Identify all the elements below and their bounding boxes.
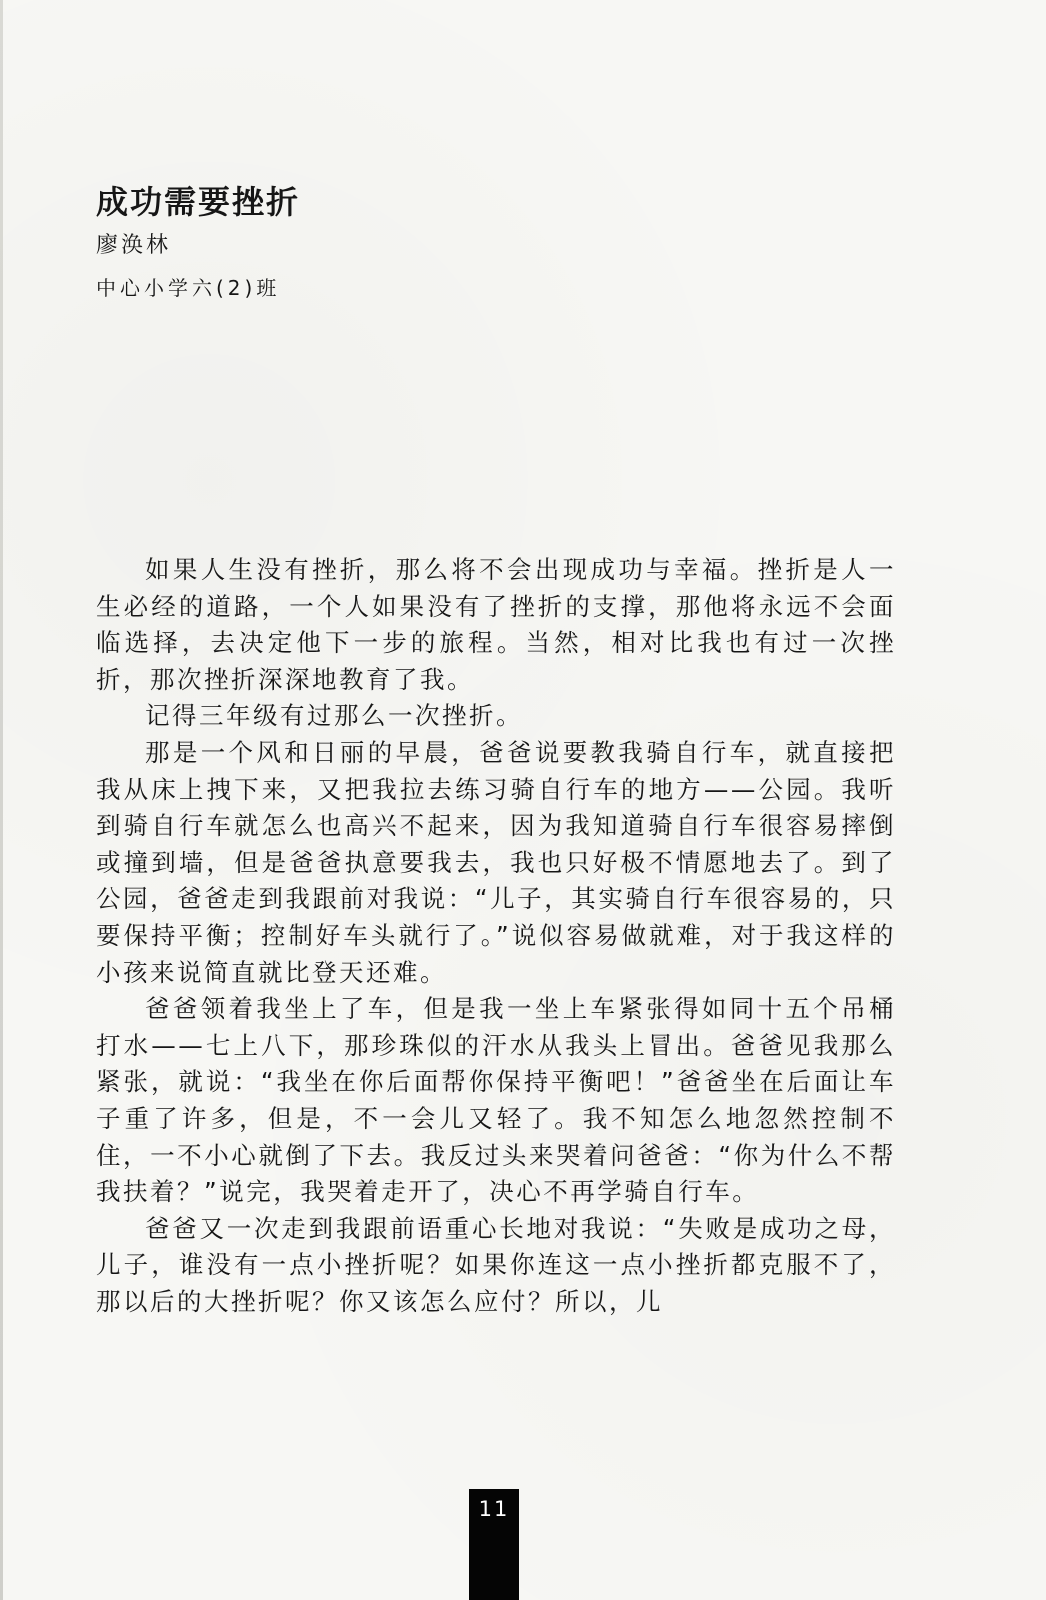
- page-number: 11: [469, 1489, 519, 1600]
- paragraph: 如果人生没有挫折，那么将不会出现成功与幸福。挫折是人一生必经的道路，一个人如果没有了挫折的支撑，那他将永远不会面临选择，去决定他下一步的旅程。当然，相对比我也有过一次挫折，那次挫折深深地教育了我。: [96, 555, 896, 694]
- article-school: 中心小学六(2)班: [96, 276, 281, 300]
- page-edge: [0, 0, 3, 1600]
- article-author: 廖涣林: [96, 233, 172, 258]
- article-header: [96, 178, 300, 306]
- paragraph: 爸爸又一次走到我跟前语重心长地对我说：“失败是成功之母，儿子，谁没有一点小挫折呢？如果你连这一点小挫折都克服不了，那以后的大挫折呢？你又该怎么应付？所以，儿: [96, 1213, 896, 1316]
- article-title: 成功需要挫折: [96, 183, 301, 221]
- paragraph: 爸爸领着我坐上了车，但是我一坐上车紧张得如同十五个吊桶打水——七上八下，那珍珠似的汗水从我头上冒出。爸爸见我那么紧张，就说：“我坐在你后面帮你保持平衡吧！”爸爸坐在后面让车子重了许多，但是，不一会儿又轻了。我不知怎么地忽然控制不住，一不小心就倒了下去。我反过头来哭着问爸爸：“你为什么不帮我扶着？”说完，我哭着走开了，决心不再学骑自行车。: [96, 994, 896, 1207]
- article-body: [96, 552, 896, 1320]
- paragraph: 那是一个风和日丽的早晨，爸爸说要教我骑自行车，就直接把我从床上拽下来，又把我拉去练习骑自行车的地方——公园。我听到骑自行车就怎么也高兴不起来，因为我知道骑自行车很容易摔倒或撞到墙，但是爸爸执意要我去，我也只好极不情愿地去了。到了公园，爸爸走到我跟前对我说：“儿子，其实骑自行车很容易的，只要保持平衡；控制好车头就行了。”说似容易做就难，对于我这样的小孩来说简直就比登天还难。: [96, 737, 896, 987]
- paragraph: 记得三年级有过那么一次挫折。: [145, 701, 523, 731]
